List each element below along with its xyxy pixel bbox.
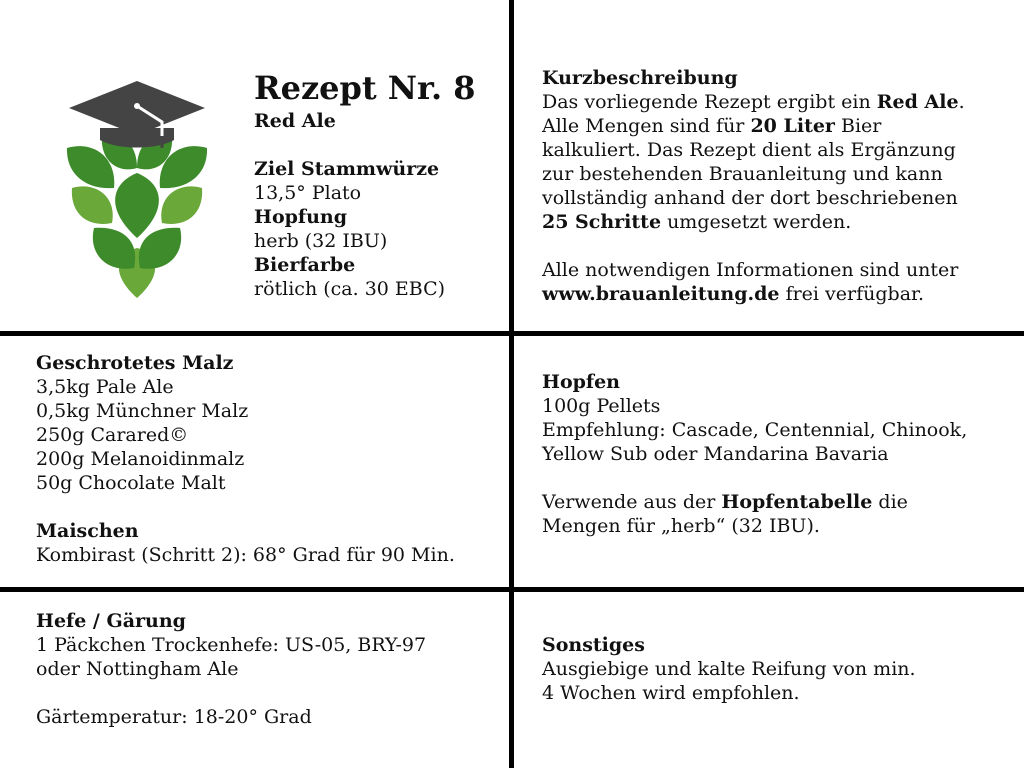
maischen-value: Kombirast (Schritt 2): 68° Grad für 90 Min.	[36, 544, 455, 566]
vertical-divider	[509, 0, 514, 768]
malz-item: 0,5kg Münchner Malz	[36, 400, 249, 422]
description-line: vollständig anhand der dort beschriebenen	[542, 187, 958, 209]
maischen-label: Maischen	[36, 520, 139, 542]
hopfen-line: 100g Pellets	[542, 395, 661, 417]
recipe-header	[254, 70, 476, 301]
hopfen-line: Yellow Sub oder Mandarina Bavaria	[542, 443, 889, 465]
malz-item: 250g Carared©	[36, 424, 189, 446]
sonstiges-label: Sonstiges	[542, 634, 645, 656]
hopfung-label: Hopfung	[254, 206, 347, 228]
website-link[interactable]: www.brauanleitung.de	[542, 283, 780, 305]
sonstiges-line: 4 Wochen wird empfohlen.	[542, 682, 800, 704]
description-line: kalkuliert. Das Rezept dient als Ergänzung	[542, 139, 956, 161]
gaertemperatur: Gärtemperatur: 18-20° Grad	[36, 706, 312, 728]
malz-section	[36, 351, 455, 567]
malz-item: 200g Melanoidinmalz	[36, 448, 245, 470]
page-title: Rezept Nr. 8	[254, 69, 476, 107]
beer-style: Red Ale	[254, 110, 336, 132]
graduation-cap-icon	[69, 81, 205, 148]
stammwuerze-label: Ziel Stammwürze	[254, 158, 440, 180]
sonstiges-section	[542, 633, 916, 705]
hopfen-label: Hopfen	[542, 371, 620, 393]
kurzbeschreibung-section	[542, 66, 965, 306]
bierfarbe-label: Bierfarbe	[254, 254, 356, 276]
hopfen-line: Verwende aus der Hopfentabelle die	[542, 491, 908, 513]
website-line: www.brauanleitung.de frei verfügbar.	[542, 283, 925, 305]
hopfen-line: Empfehlung: Cascade, Centennial, Chinook,	[542, 419, 968, 441]
kurzbeschreibung-label: Kurzbeschreibung	[542, 67, 738, 89]
malz-item: 3,5kg Pale Ale	[36, 376, 174, 398]
sonstiges-line: Ausgiebige und kalte Reifung von min.	[542, 658, 916, 680]
horizontal-divider-top	[0, 331, 1024, 336]
hop-cone-icon	[67, 135, 207, 298]
malz-label: Geschrotetes Malz	[36, 352, 234, 374]
hopfung-value: herb (32 IBU)	[254, 230, 388, 252]
horizontal-divider-bottom	[0, 587, 1024, 592]
stammwuerze-value: 13,5° Plato	[254, 182, 362, 204]
malz-item: 50g Chocolate Malt	[36, 472, 226, 494]
hop-cone-with-graduation-cap-icon	[62, 78, 212, 300]
hefe-line: oder Nottingham Ale	[36, 658, 239, 680]
description-line: Das vorliegende Rezept ergibt ein Red Ale.	[542, 91, 965, 113]
hefe-label: Hefe / Gärung	[36, 610, 186, 632]
hefe-line: 1 Päckchen Trockenhefe: US-05, BRY-97	[36, 634, 427, 656]
hopfen-line: Mengen für „herb“ (32 IBU).	[542, 515, 820, 537]
description-line: Alle Mengen sind für 20 Liter Bier	[542, 115, 882, 137]
bierfarbe-value: rötlich (ca. 30 EBC)	[254, 278, 446, 300]
hopfen-section	[542, 370, 967, 538]
description-line: 25 Schritte umgesetzt werden.	[542, 211, 852, 233]
description-line: zur bestehenden Brauanleitung und kann	[542, 163, 943, 185]
hefe-section	[36, 609, 426, 729]
description-line: Alle notwendigen Informationen sind unter	[542, 259, 959, 281]
